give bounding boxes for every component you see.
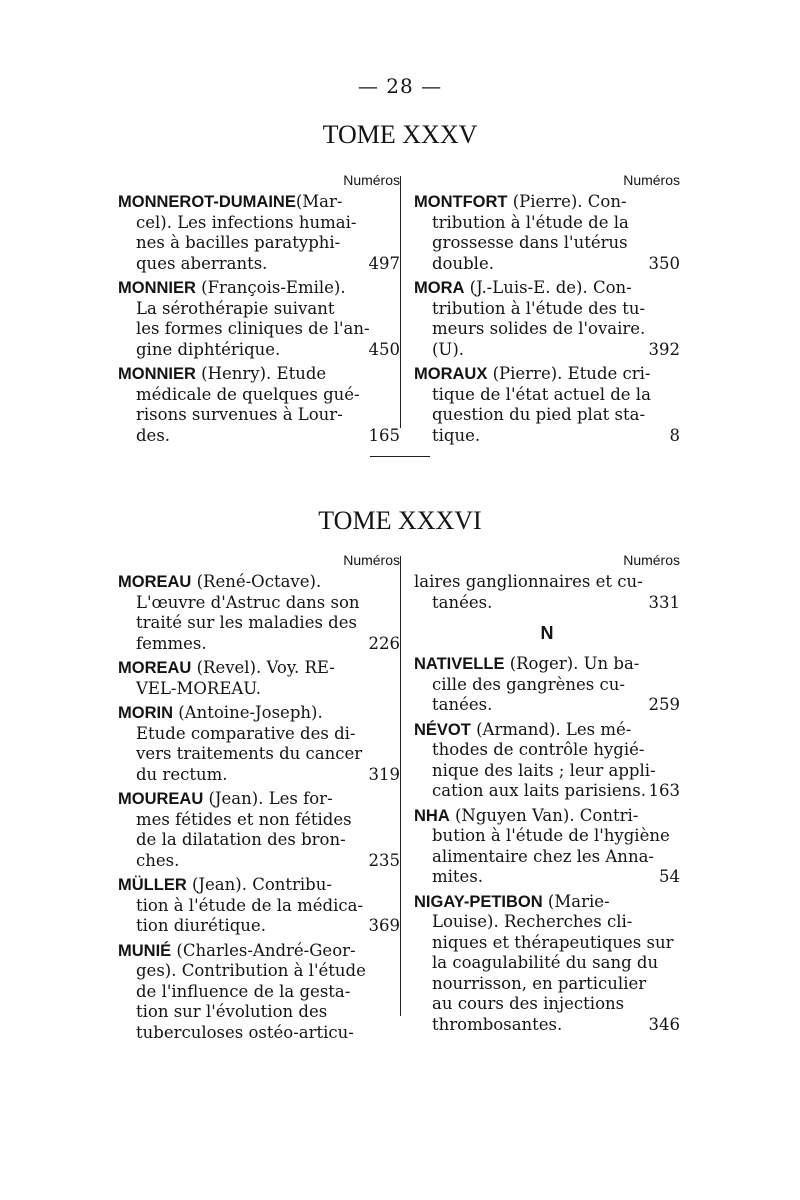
index-entry (118, 789, 400, 871)
entry-text (432, 593, 492, 614)
entry-text (136, 613, 357, 632)
entry-text (118, 941, 356, 960)
entry-description: tique. (432, 425, 481, 445)
entry-line (118, 789, 400, 810)
entry-text (432, 695, 492, 716)
entry-line (118, 340, 400, 361)
entry-line (414, 593, 680, 614)
entry-line (414, 933, 680, 954)
entry-text (414, 806, 638, 825)
entry-line (414, 781, 680, 802)
entry-description: thodes de contrôle hygié- (432, 740, 645, 759)
entry-text (136, 634, 207, 655)
entry-text (136, 254, 267, 275)
tome-title: TOME XXXVI (318, 506, 482, 535)
entry-text (136, 744, 362, 763)
entry-line (414, 892, 680, 913)
entry-description: thrombosantes. (432, 1014, 563, 1034)
entry-text (136, 916, 266, 937)
entry-description: (Jean). Contribu- (186, 875, 332, 894)
column-label: Numéros (623, 172, 680, 188)
author-name: MOREAU (118, 573, 192, 591)
entry-description: (Charles-André-Geor- (171, 940, 356, 960)
entry-description: tion diurétique. (136, 916, 266, 935)
entry-text (432, 299, 645, 318)
entry-line (118, 385, 400, 406)
index-entry (118, 278, 400, 360)
entry-line (118, 941, 400, 962)
entry-description: au cours des injections (432, 994, 625, 1013)
index-entry (118, 658, 400, 699)
entry-number: 235 (368, 850, 400, 870)
entry-text (136, 426, 170, 447)
entry-description: (Armand). Les mé- (470, 719, 632, 739)
entry-text (136, 233, 340, 252)
entry-text (118, 875, 332, 894)
entry-text (432, 761, 656, 780)
entry-line (118, 278, 400, 299)
entry-number: 346 (648, 1014, 680, 1034)
entry-number: 165 (368, 425, 400, 445)
index-entry (414, 192, 680, 274)
entry-text (414, 892, 610, 911)
entry-line (118, 916, 400, 937)
entry-description: nourrisson, en particulier (432, 973, 647, 993)
author-name: MORA (414, 279, 465, 297)
column-label: Numéros (623, 552, 680, 568)
entry-description: cation aux laits parisiens. (432, 781, 646, 800)
author-name: NÉVOT (414, 720, 471, 739)
entry-line (414, 953, 680, 974)
entry-text (118, 789, 333, 808)
author-name: MÜLLER (118, 876, 187, 894)
author-name: MOUREAU (118, 790, 204, 808)
entry-description: cel). Les infections humai- (136, 212, 357, 232)
entry-line (414, 695, 680, 716)
entry-text (118, 658, 335, 677)
entry-text (136, 340, 280, 361)
entry-description: tion sur l'évolution des (136, 1002, 328, 1021)
entry-text (136, 810, 352, 829)
entry-text (432, 405, 645, 424)
entry-description: tique de l'état actuel de la (432, 384, 651, 404)
index-entry (118, 941, 400, 1044)
entry-line (414, 278, 680, 299)
entry-line (118, 613, 400, 634)
entry-number: 319 (368, 764, 400, 784)
index-entry (414, 892, 680, 1036)
entry-text (136, 385, 360, 404)
entry-text (136, 405, 343, 424)
entry-line (118, 982, 400, 1003)
entry-description: alimentaire chez les Anna- (432, 846, 654, 866)
entry-description: (Mar- (295, 192, 343, 211)
entry-text (432, 953, 658, 972)
column-label: Numéros (343, 552, 400, 568)
entry-line (118, 364, 400, 385)
entry-line (414, 233, 680, 254)
author-name: MORAUX (414, 365, 488, 383)
entry-text (118, 703, 323, 722)
entry-description: (Henry). Etude (195, 364, 327, 383)
entry-text (118, 572, 321, 591)
entry-text (432, 974, 646, 993)
entry-text (118, 192, 342, 211)
entry-line (414, 994, 680, 1015)
entry-description: double. (432, 253, 494, 273)
entry-line (118, 1002, 400, 1023)
entry-line (118, 1023, 400, 1044)
index-entry (414, 654, 680, 716)
entry-description: Louise). Recherches cli- (432, 912, 633, 931)
entry-description: (Jean). Les for- (203, 789, 333, 808)
entry-description: (Pierre). Con- (507, 192, 627, 211)
entry-line (414, 720, 680, 741)
entry-description: (Marie- (542, 891, 610, 911)
entry-number: 350 (648, 253, 680, 273)
entry-line (118, 233, 400, 254)
entry-line (118, 810, 400, 831)
entry-line (414, 654, 680, 675)
entry-description: mites. (432, 867, 484, 886)
entry-description: (Pierre). Etude cri- (487, 364, 651, 383)
entry-line (414, 254, 680, 275)
entry-text (414, 572, 643, 591)
author-name: NIGAY-PETIBON (414, 892, 543, 911)
entry-line (414, 867, 680, 888)
entry-description: La sérothérapie suivant (136, 298, 335, 318)
entry-text (432, 233, 628, 252)
entry-line (414, 405, 680, 426)
entry-line (414, 974, 680, 995)
entry-description: grossesse dans l'utérus (432, 233, 628, 252)
entry-text (432, 1015, 562, 1036)
author-name: MONNIER (118, 279, 196, 297)
entry-line (118, 405, 400, 426)
index-entry (118, 703, 400, 785)
entry-text (432, 213, 629, 232)
entry-text (432, 340, 464, 361)
left-column (118, 172, 400, 450)
entry-line (118, 724, 400, 745)
entry-text (136, 213, 356, 232)
column-divider (400, 556, 401, 1016)
entry-line (118, 765, 400, 786)
entry-line (414, 847, 680, 868)
entry-text (136, 896, 363, 915)
entry-line (118, 572, 400, 593)
left-column (118, 552, 400, 1047)
entry-text (136, 593, 360, 612)
entry-description: nique des laits ; leur appli- (432, 760, 656, 780)
entry-description: tribution à l'étude des tu- (432, 298, 646, 318)
entry-description: (René-Octave). (191, 572, 322, 591)
author-name: MOREAU (118, 659, 192, 677)
index-entry (118, 572, 400, 654)
column-label: Numéros (343, 172, 400, 188)
entry-line (118, 319, 400, 340)
entry-number: 331 (648, 592, 680, 612)
entry-text (432, 254, 494, 275)
entry-line (414, 385, 680, 406)
entry-description: traité sur les maladies des (136, 613, 357, 632)
entry-text (414, 192, 627, 211)
section-letter: N (540, 623, 554, 643)
entry-line (414, 213, 680, 234)
entry-description: (Roger). Un ba- (504, 654, 640, 673)
entry-description: gine diphtérique. (136, 339, 281, 359)
right-column (414, 552, 680, 1039)
entry-text (432, 675, 625, 694)
index-entry (118, 192, 400, 274)
author-name: MONNIER (118, 365, 196, 383)
entry-description: (Revel). Voy. RE- (191, 658, 335, 677)
index-entry (414, 720, 680, 802)
entry-line (414, 1015, 680, 1036)
right-column (414, 172, 680, 450)
entry-line (414, 675, 680, 696)
entry-description: la coagulabilité du sang du (432, 953, 659, 972)
author-name: NATIVELLE (414, 655, 505, 673)
entry-text (136, 724, 356, 743)
entry-text (414, 364, 651, 383)
entry-number: 450 (368, 339, 400, 359)
entry-line (118, 679, 400, 700)
entry-description: nes à bacilles paratyphi- (136, 233, 341, 252)
entry-description: du rectum. (136, 764, 228, 784)
entry-text (136, 299, 334, 318)
entry-description: tribution à l'étude de la (432, 212, 629, 232)
entry-description: (J.-Luis-E. de). Con- (464, 278, 632, 297)
entry-number: 163 (648, 781, 680, 800)
entry-text (136, 982, 350, 1001)
entry-description: médicale de quelques gué- (136, 384, 360, 404)
entry-text (432, 912, 632, 931)
entry-number: 226 (368, 633, 400, 653)
entry-description: les formes cliniques de l'an- (136, 319, 370, 338)
index-entry (414, 278, 680, 360)
entry-line (118, 830, 400, 851)
entry-description: femmes. (136, 633, 207, 653)
index-entry (118, 364, 400, 446)
entry-number: 8 (669, 425, 680, 445)
entry-line (414, 299, 680, 320)
entry-description: VEL-MOREAU. (136, 678, 261, 698)
entry-text (432, 867, 483, 888)
entry-line (118, 192, 400, 213)
entry-text (136, 851, 179, 872)
entry-text (432, 740, 644, 759)
entry-description: tion à l'étude de la médica- (136, 895, 364, 915)
entry-text (118, 364, 326, 383)
entry-line (118, 875, 400, 896)
entry-text (432, 319, 645, 338)
entry-description: (Antoine-Joseph). (173, 703, 323, 722)
entry-text (414, 720, 631, 739)
entry-description: tanées. (432, 592, 493, 612)
entry-line (414, 806, 680, 827)
author-name: MORIN (118, 704, 173, 722)
entry-line (118, 254, 400, 275)
index-entry (414, 364, 680, 446)
entry-text (414, 278, 632, 297)
page-number: — 28 — (357, 74, 443, 98)
entry-line (118, 593, 400, 614)
entry-line (118, 703, 400, 724)
entry-line (414, 319, 680, 340)
entry-text (136, 1023, 354, 1042)
entry-line (118, 896, 400, 917)
section-divider (370, 456, 430, 457)
author-name: MUNIÉ (118, 941, 172, 960)
entry-description: tuberculoses ostéo-articu- (136, 1022, 354, 1042)
entry-text (432, 826, 670, 845)
entry-line (414, 364, 680, 385)
entry-line (118, 299, 400, 320)
entry-number: 369 (368, 916, 400, 935)
index-entry (118, 875, 400, 937)
entry-text (432, 847, 654, 866)
entry-description: (U). (432, 339, 465, 359)
entry-text (136, 765, 227, 786)
entry-text (136, 319, 370, 338)
entry-text (118, 278, 346, 297)
entry-line (414, 340, 680, 361)
entry-line (414, 761, 680, 782)
entry-description: cille des gangrènes cu- (432, 674, 625, 694)
entry-description: niques et thérapeutiques sur (432, 932, 674, 952)
entry-line (118, 961, 400, 982)
entry-text (432, 426, 480, 447)
entry-description: Etude comparative des di- (136, 723, 356, 743)
entry-description: de la dilatation des bron- (136, 830, 346, 849)
entry-line (414, 912, 680, 933)
entry-text (136, 830, 346, 849)
entry-line (118, 426, 400, 447)
index-entry (414, 572, 680, 613)
entry-line (414, 426, 680, 447)
index-entry (414, 806, 680, 888)
entry-line (414, 826, 680, 847)
entry-description: des. (136, 425, 171, 445)
entry-number: 497 (368, 253, 400, 273)
entry-description: ches. (136, 850, 180, 870)
entry-text (136, 961, 366, 980)
entry-text (414, 654, 639, 673)
entry-text (432, 781, 646, 802)
entry-description: laires ganglionnaires et cu- (414, 572, 643, 591)
entry-description: vers traitements du cancer (136, 744, 363, 763)
entry-description: tanées. (432, 695, 493, 714)
entry-number: 392 (648, 339, 680, 359)
entry-line (118, 851, 400, 872)
entry-description: question du pied plat sta- (432, 405, 646, 424)
entry-text (136, 1002, 327, 1021)
entry-number: 259 (648, 695, 680, 714)
entry-description: ques aberrants. (136, 253, 268, 273)
entry-text (136, 679, 261, 698)
column-divider (400, 176, 401, 428)
entry-description: (François-Emile). (195, 278, 346, 297)
entry-description: (Nguyen Van). Contri- (449, 805, 639, 825)
author-name: MONTFORT (414, 193, 508, 211)
tome-title: TOME XXXV (322, 120, 478, 149)
entry-description: mes fétides et non fétides (136, 809, 352, 829)
entry-description: ges). Contribution à l'étude (136, 961, 366, 980)
entry-description: risons survenues à Lour- (136, 405, 343, 424)
entry-text (432, 385, 651, 404)
entry-text (432, 994, 624, 1013)
author-name: NHA (414, 806, 450, 825)
entry-line (414, 740, 680, 761)
author-name: MONNEROT-DUMAINE (118, 193, 296, 211)
entry-line (414, 572, 680, 593)
entry-line (118, 634, 400, 655)
entry-description: meurs solides de l'ovaire. (432, 319, 646, 338)
entry-description: bution à l'étude de l'hygiène (432, 826, 670, 845)
entry-line (118, 658, 400, 679)
entry-line (118, 213, 400, 234)
entry-text (432, 933, 673, 952)
entry-line (118, 744, 400, 765)
entry-description: de l'influence de la gesta- (136, 981, 351, 1001)
entry-line (414, 192, 680, 213)
entry-number: 54 (659, 867, 680, 886)
entry-description: L'œuvre d'Astruc dans son (136, 592, 360, 612)
